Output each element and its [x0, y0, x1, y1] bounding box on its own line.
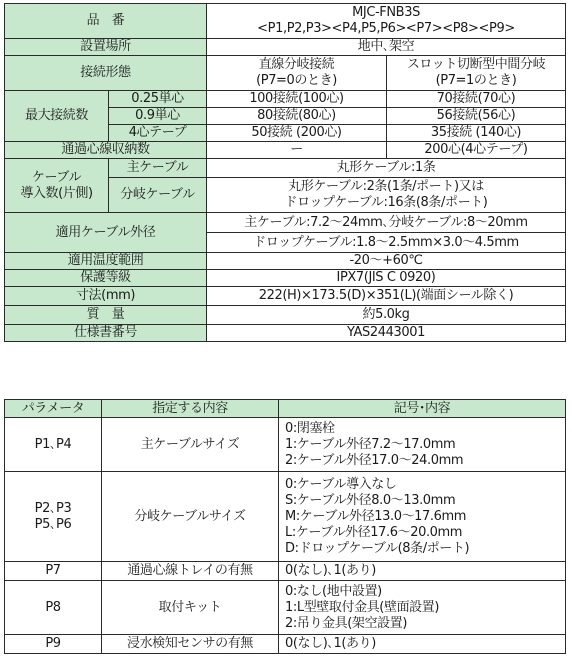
param-p8-desc: 取付キット: [102, 581, 279, 635]
param-p8-label: P8: [5, 581, 102, 635]
spec-number-value: YAS2443001: [207, 325, 566, 342]
param-header: 記号･内容: [279, 400, 566, 418]
passthrough-value-a: ー: [207, 142, 387, 159]
param-p8-codes: [279, 581, 566, 635]
param-p7-codes: 0(なし)､1(あり): [279, 562, 566, 581]
cable-od-value-1: 主ケーブル:7.2～24mm､分岐ケーブル:8～20mm: [207, 213, 566, 233]
max-value-a: 80接続(80心): [207, 108, 387, 125]
max-value-a: 50接続 (200心): [207, 125, 387, 142]
code-line: 0:閉塞栓: [285, 420, 335, 436]
max-value-b: 35接続 (140心): [387, 125, 566, 142]
dimensions-label: 寸法(mm): [5, 287, 207, 306]
protection-label: 保護等級: [5, 270, 207, 287]
param-p7-label: P7: [5, 562, 102, 581]
max-value-b: 56接続(56心): [387, 108, 566, 125]
branch-cable-value-line2: ドロップケーブル:16条(8条/ポート): [284, 195, 488, 210]
code-line: M:ケーブル外径13.0～17.6mm: [285, 508, 467, 524]
connection-slot-title: スロット切断型中間分岐: [406, 57, 546, 72]
model-value: [207, 4, 566, 39]
passthrough-label: 通過心線収納数: [5, 142, 207, 159]
code-line: S:ケーブル外径8.0～13.0mm: [285, 492, 456, 508]
mass-value: 約5.0kg: [207, 306, 566, 325]
code-line: 1:ケーブル外径7.2～17.0mm: [285, 436, 456, 452]
param-p5-p6-label: P5､P6: [34, 516, 72, 532]
param-p9-desc: 浸水検知センサの有無: [102, 635, 279, 654]
protection-value: IPX7(JIS C 0920): [207, 270, 566, 287]
cable-entry-label-line2: 導入数(片側): [20, 185, 93, 201]
temperature-label: 適用温度範囲: [5, 253, 207, 270]
param-header: パラメータ: [5, 400, 102, 418]
cable-od-value-2: ドロップケーブル:1.8～2.5mm×3.0～4.5mm: [207, 233, 566, 253]
max-sub-label: 0.9単心: [109, 108, 207, 125]
spec-table: [4, 3, 566, 342]
branch-cable-label: 分岐ケーブル: [109, 178, 207, 213]
cable-entry-label: [5, 159, 109, 213]
code-line: 1:L型壁取付金具(壁面設置): [285, 599, 440, 615]
code-line: 2:ケーブル外径17.0～24.0mm: [285, 452, 464, 468]
code-line: 0:ケーブル導入なし: [285, 476, 397, 492]
connection-slot: [387, 56, 566, 91]
param-p9-label: P9: [5, 635, 102, 654]
model-name: MJC-FNB3S: [352, 5, 420, 20]
branch-cable-value-line1: 丸形ケーブル:2条(1条/ポート)又は: [288, 179, 484, 194]
max-value-a: 100接続(100心): [207, 91, 387, 108]
code-line: L:ケーブル外径17.6～20.0mm: [285, 524, 463, 540]
code-line: 0:なし(地中設置): [285, 583, 382, 599]
connection-straight-cond: (P7=0のとき): [256, 73, 337, 88]
dimensions-value: 222(H)×173.5(D)×351(L)(端面シール除く): [207, 287, 566, 306]
spec-number-label: 仕様書番号: [5, 325, 207, 342]
param-header: 指定する内容: [102, 400, 279, 418]
max-value-b: 70接続(70心): [387, 91, 566, 108]
param-p1-p4-label: P1､P4: [5, 418, 102, 472]
parameter-table: [4, 399, 566, 654]
passthrough-value-b: 200心(4心テープ): [387, 142, 566, 159]
mass-label: 質 量: [5, 306, 207, 325]
install-label: 設置場所: [5, 39, 207, 56]
install-value: 地中､架空: [207, 39, 566, 56]
connection-straight: [207, 56, 387, 91]
param-p2-p6-label: [5, 472, 102, 562]
max-sub-label: 0.25単心: [109, 91, 207, 108]
branch-cable-value: [207, 178, 566, 213]
connection-slot-cond: (P7=1のとき): [435, 73, 517, 88]
max-connections-label: 最大接続数: [5, 91, 109, 142]
temperature-value: -20～+60℃: [207, 253, 566, 270]
main-cable-value: 丸形ケーブル:1条: [207, 159, 566, 178]
param-p1-p4-desc: 主ケーブルサイズ: [102, 418, 279, 472]
param-p7-desc: 通過心線トレイの有無: [102, 562, 279, 581]
param-p9-codes: 0(なし)､1(あり): [279, 635, 566, 654]
cable-entry-label-line1: ケーブル: [31, 169, 82, 185]
code-line: D:ドロップケーブル(8条/ポート): [285, 540, 470, 556]
param-p2-p6-codes: [279, 472, 566, 562]
connection-straight-title: 直線分岐接続: [258, 57, 335, 72]
max-sub-label: 4心テープ: [109, 125, 207, 142]
cable-od-label: 適用ケーブル外径: [5, 213, 207, 253]
model-label: 品 番: [5, 4, 207, 39]
connection-label: 接続形態: [5, 56, 207, 91]
model-params: <P1,P2,P3><P4,P5,P6><P7><P8><P9>: [257, 21, 515, 36]
param-p1-p4-codes: [279, 418, 566, 472]
param-p2-p6-desc: 分岐ケーブルサイズ: [102, 472, 279, 562]
main-cable-label: 主ケーブル: [109, 159, 207, 178]
code-line: 2:吊り金具(架空設置): [285, 615, 407, 631]
param-p2-p3-label: P2､P3: [34, 500, 72, 516]
